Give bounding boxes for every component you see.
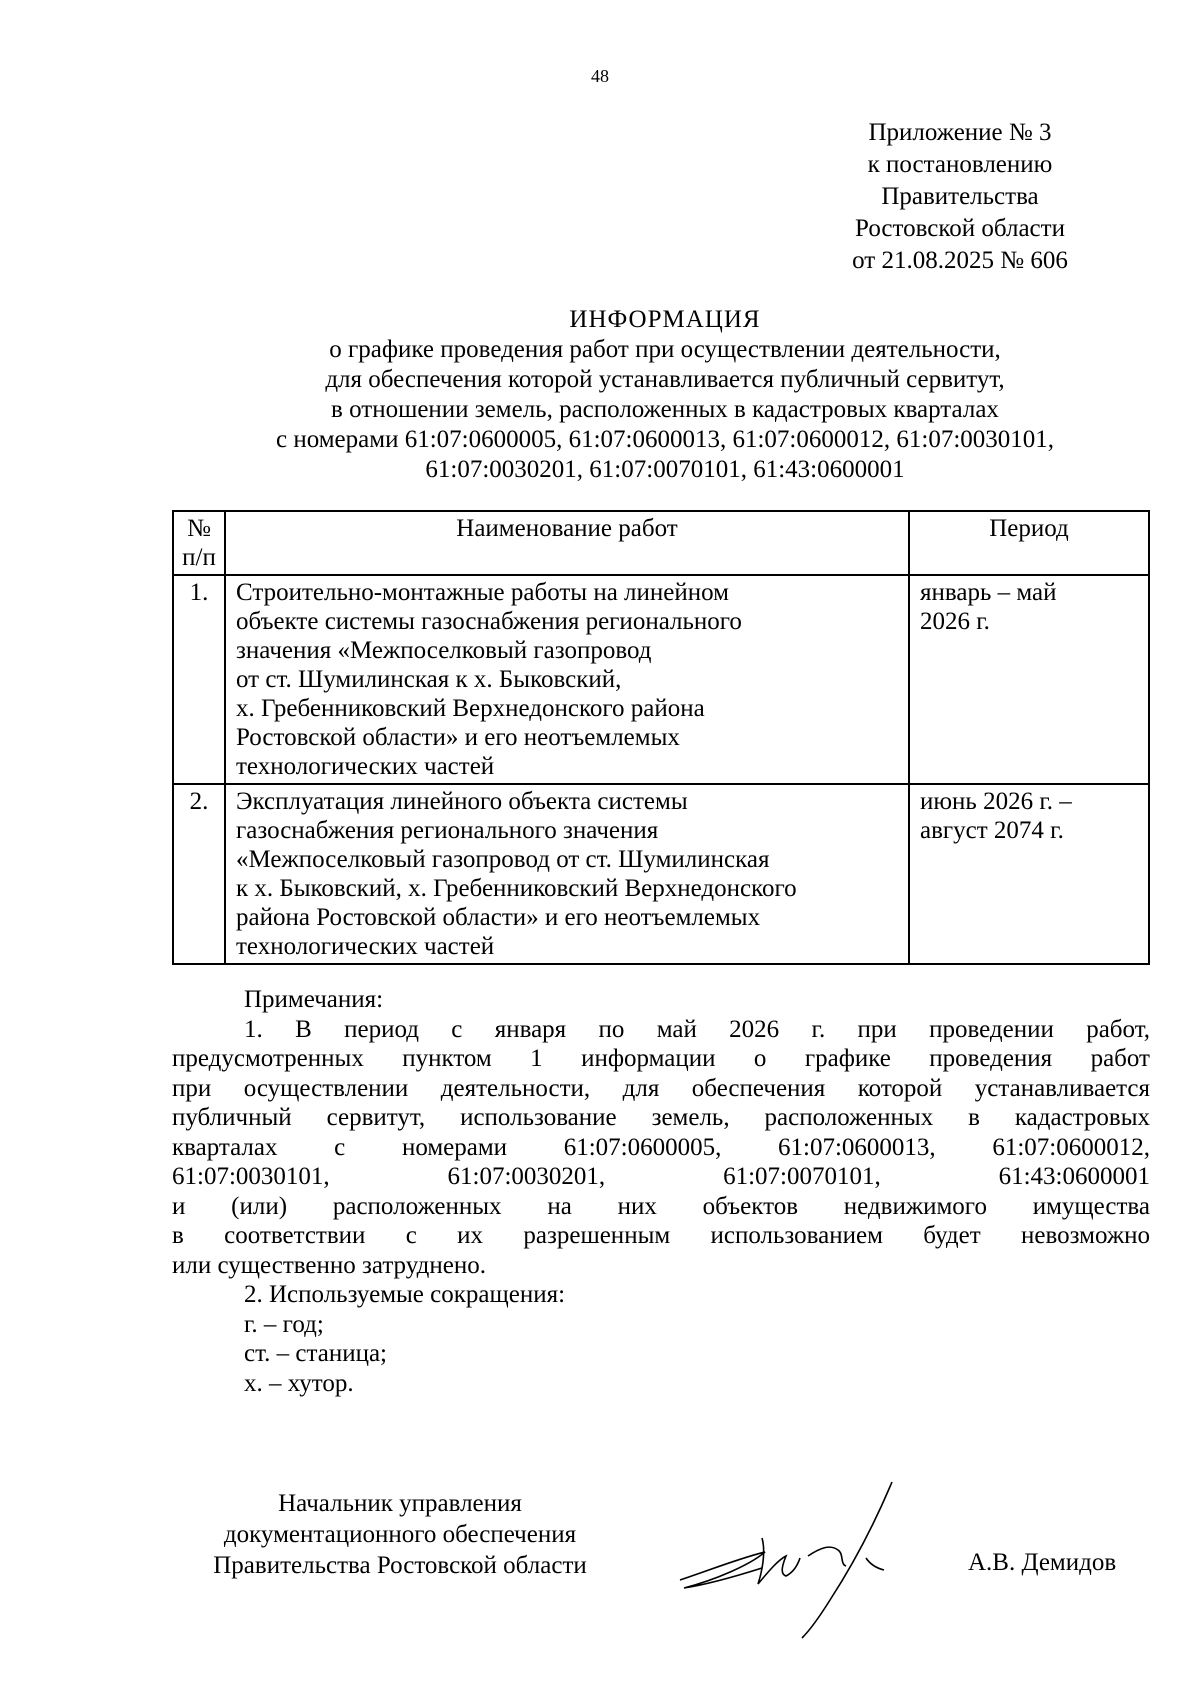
cell-line: июнь 2026 г. – [920,788,1072,815]
appendix-line: Приложение № 3 [868,119,1052,146]
table-row [173,575,1149,784]
heading-line: в отношении земель, расположенных в кадастровых кварталах [331,396,999,423]
cell-line: Ростовской области» и его неотъемлемых [236,724,680,751]
table-header-row [173,511,1149,575]
heading-line: для обеспечения которой устанавливается публичный сервитут, [325,366,1005,393]
cell-line: 2026 г. [920,608,990,635]
appendix-block [820,117,1100,277]
cell-line: района Ростовской области» и его неотъемлемых [236,904,761,931]
signatory-title-line: Начальник управления [278,1490,522,1517]
appendix-line: от 21.08.2025 № 606 [852,247,1068,274]
appendix-line: Правительства [881,183,1039,210]
row-number: 1. [173,575,225,784]
cell-line: январь – май [920,579,1057,606]
header-period: Период [909,511,1149,575]
cell-line: х. Гребенниковский Верхнедонского района [236,695,705,722]
row-work-name [225,784,909,964]
header-work-name: Наименование работ [225,511,909,575]
row-period [909,784,1149,964]
row-work-name [225,575,909,784]
cell-line: «Межпоселковый газопровод от ст. Шумилинская [236,846,770,873]
signatory-title-line: Правительства Ростовской области [213,1552,587,1579]
abbreviation-item: ст. – станица; [244,1340,387,1367]
note-line: 1. В период с января по май 2026 г. при проведении работ, [244,1015,1150,1043]
abbreviation-item: х. – хутор. [244,1369,354,1397]
cell-line: Эксплуатация линейного объекта системы [236,788,688,815]
appendix-line: Ростовской области [855,215,1065,242]
document-heading [170,305,1160,485]
note-line: публичный сервитут, использование земель, расположенных в кадастровых [172,1104,1150,1131]
note-line: или существенно затруднено. [172,1251,486,1279]
note-line: 61:07:0030101, 61:07:0030201, 61:07:0070101, 61:43:0600001 [172,1163,1150,1190]
cell-line: технологических частей [236,933,495,960]
notes-title: Примечания: [244,986,384,1013]
table-row [173,784,1149,964]
heading-line: с номерами 61:07:0600005, 61:07:0600013, 61:07:0600012, 61:07:0030101, [275,426,1055,453]
header-number-line2: п/п [182,544,216,571]
header-number [173,511,225,575]
row-period [909,575,1149,784]
cell-line: объекте системы газоснабжения регионального [236,608,742,635]
cell-line: к х. Быковский, х. Гребенниковский Верхнедонского [236,875,797,902]
cell-line: Строительно-монтажные работы на линейном [236,579,729,606]
note-line: кварталах с номерами 61:07:0600005, 61:07:0600013, 61:07:0600012, [172,1133,1150,1161]
row-number: 2. [173,784,225,964]
appendix-line: к постановлению [867,151,1053,178]
document-title: ИНФОРМАЦИЯ [569,306,761,333]
abbreviation-item: г. – год; [244,1310,324,1338]
handwritten-signature [670,1480,970,1640]
signatory-title [160,1488,640,1581]
heading-line: о графике проведения работ при осуществлении деятельности, [329,336,1001,363]
note-line: предусмотренных пунктом 1 информации о графике проведения работ [172,1045,1150,1072]
cell-line: технологических частей [236,753,495,780]
cell-line: значения «Межпоселковый газопровод [236,637,652,664]
note-line: при осуществлении деятельности, для обеспечения которой устанавливается [172,1074,1150,1102]
note-line: в соответствии с их разрешенным использованием будет невозможно [172,1222,1150,1249]
notes-section [172,985,1150,1398]
signatory-name: А.В. Демидов [968,1549,1117,1576]
heading-line: 61:07:0030201, 61:07:0070101, 61:43:0600001 [425,456,905,483]
note2-title: 2. Используемые сокращения: [244,1281,566,1308]
cell-line: от ст. Шумилинская к х. Быковский, [236,666,622,693]
header-number-line1: № [187,515,211,542]
note-line: и (или) расположенных на них объектов недвижимого имущества [172,1192,1150,1220]
cell-line: газоснабжения регионального значения [236,817,659,844]
cell-line: август 2074 г. [920,817,1064,844]
works-schedule-table [172,510,1150,965]
signatory-title-line: документационного обеспечения [223,1521,577,1548]
page-number: 48 [591,66,609,86]
